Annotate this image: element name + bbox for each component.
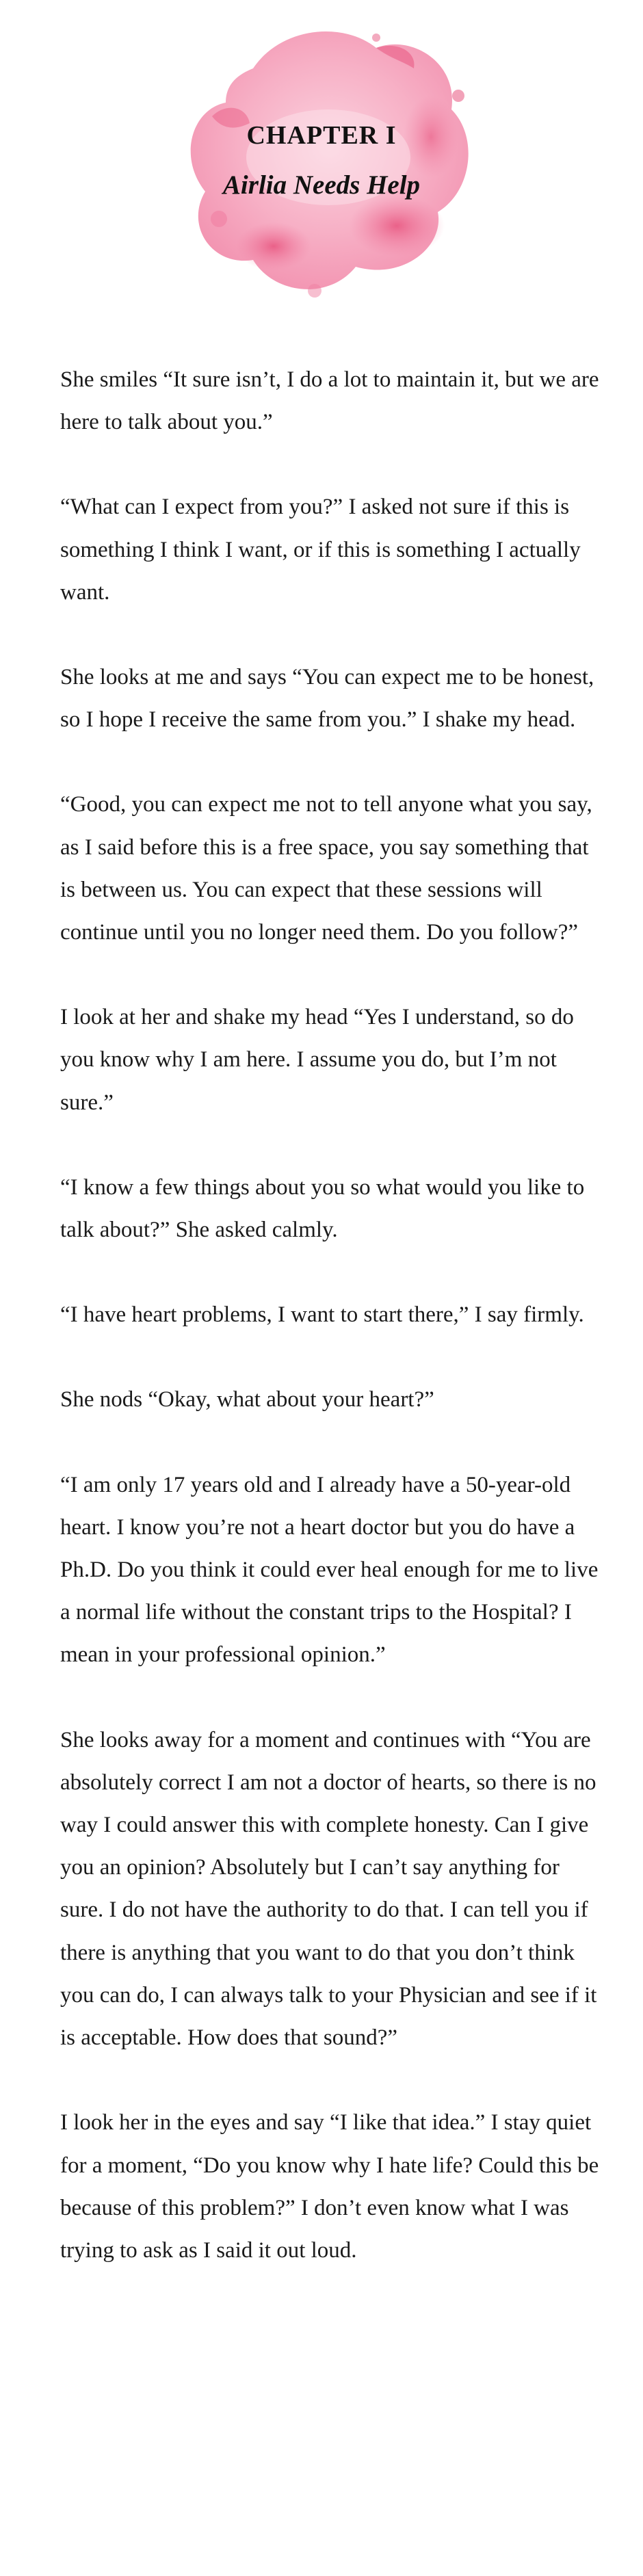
paragraph: She looks away for a moment and continues with “You are absolutely correct I am not a doctor of hearts, so there is no way I could answer this with complete honesty. Can I give you an opinion? Absolutely but I can’t say anything for sure. I do not have the authority to do that. I can tell you if there is anything that you want to do that you don’t think you can do, I can always talk to your Physician and see if it is acceptable. How does that sound?” <box>60 1727 597 2051</box>
chapter-title: Airlia Needs Help <box>222 170 421 200</box>
paragraph: “Good, you can expect me not to tell anyone what you say, as I said before this is a free space, you say something that is between us. You can expect that these sessions will continue until you no longer need them. Do you follow?” <box>60 792 592 945</box>
paragraph: “I know a few things about you so what would you like to talk about?” She asked calmly. <box>60 1174 585 1243</box>
paragraph: “I have heart problems, I want to start there,” I say firmly. <box>60 1302 584 1328</box>
paragraph: She nods “Okay, what about your heart?” <box>60 1387 434 1412</box>
chapter-body <box>60 358 601 2314</box>
chapter-number: CHAPTER I <box>246 121 397 150</box>
paragraph: “I am only 17 years old and I already have a 50-year-old heart. I know you’re not a heart doctor but you do have a Ph.D. Do you think it could ever heal enough for me to live a normal life without the constant trips to the Hospital? I mean in your professional opinion.” <box>60 1472 599 1668</box>
watercolor-splash-decoration <box>171 21 486 308</box>
paragraph: She smiles “It sure isn’t, I do a lot to maintain it, but we are here to talk about you.” <box>60 367 599 435</box>
paragraph: I look at her and shake my head “Yes I understand, so do you know why I am here. I assume you do, but I’m not sure.” <box>60 1005 574 1115</box>
paragraph: “What can I expect from you?” I asked not sure if this is something I think I want, or if this is something I actually want. <box>60 495 581 605</box>
paragraph: I look her in the eyes and say “I like that idea.” I stay quiet for a moment, “Do you know why I hate life? Could this be because of this problem?” I don’t even know what I was trying to ask as I said it out loud. <box>60 2110 599 2263</box>
chapter-header <box>0 0 643 321</box>
paragraph: She looks at me and says “You can expect me to be honest, so I hope I receive the same from you.” I shake my head. <box>60 665 594 733</box>
